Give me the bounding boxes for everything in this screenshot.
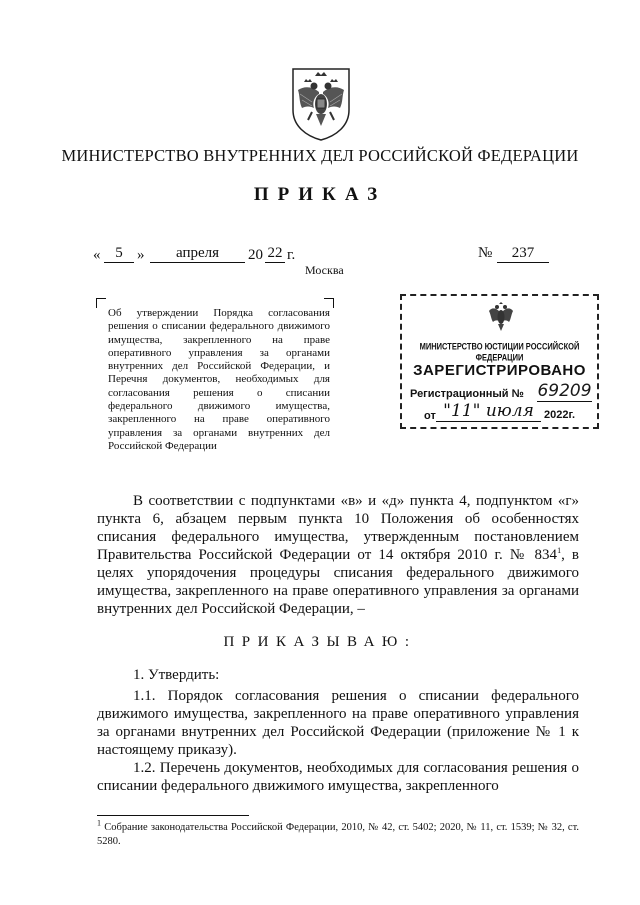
preamble-text-a: В соответствии с подпунктами «в» и «д» пункта 4, подпунктом «г» пункта 6, абзацем первым пункта 10 Положения об особенностях списания федерального имущества, утвержденным постановлением Правительства Российской Федерации от 14 октября 2010 г. № 834 <box>97 493 579 563</box>
item-1-2-text: 1.2. Перечень документов, необходимых для согласования решения о списании федерального движимого имущества, закрепленного <box>97 760 579 794</box>
item-1 <box>97 666 579 684</box>
date-year-suffix: 22 <box>265 245 285 263</box>
preamble-paragraph <box>97 492 579 618</box>
item-1-2 <box>97 759 579 795</box>
ministry-title: МИНИСТЕРСТВО ВНУТРЕННИХ ДЕЛ РОССИЙСКОЙ ФЕДЕРАЦИИ <box>61 146 579 165</box>
stamp-handwritten-date: "11" июля <box>436 401 541 422</box>
stamp-emblem-icon <box>488 302 514 332</box>
stamp-registration-number: 69209 <box>537 381 592 401</box>
stamp-organization: МИНИСТЕРСТВО ЮСТИЦИИ РОССИЙСКОЙ ФЕДЕРАЦИИ <box>419 341 580 363</box>
date-year-g: г. <box>287 247 296 263</box>
item-1-text: 1. Утвердить: <box>133 667 220 683</box>
stamp-title: ЗАРЕГИСТРИРОВАНО <box>413 362 586 379</box>
stamp-year: 2022г. <box>544 409 576 421</box>
footnote-divider <box>97 815 249 816</box>
registration-stamp <box>400 294 599 429</box>
decree-heading: ПРИКАЗЫВАЮ: <box>223 634 417 650</box>
footnote-text: Собрание законодательства Российской Федерации, 2010, № 42, ст. 5402; 2020, № 11, ст. 1539; № 32, ст. 5280. <box>97 822 580 847</box>
subject-bracket-left <box>96 298 106 308</box>
coat-of-arms-emblem <box>290 66 352 142</box>
document-type-heading: ПРИКАЗ <box>253 184 387 205</box>
item-1-1 <box>97 687 579 759</box>
date-month: апреля <box>150 245 245 263</box>
footnote-ref: 1 <box>557 546 562 555</box>
footnote-marker: 1 <box>97 818 101 828</box>
footnote <box>97 818 580 849</box>
order-number-sign: № <box>478 245 493 261</box>
stamp-from-label: от <box>424 410 436 422</box>
stamp-registration-label: Регистрационный № <box>410 388 524 400</box>
city-label: Москва <box>305 263 344 277</box>
date-day: 5 <box>104 245 134 263</box>
date-year-prefix: 20 <box>248 247 263 263</box>
date-open-quote: « <box>93 247 101 263</box>
preamble-text-b: , в целях упорядочения процедуры списания федерального движимого имущества, закрепленного на праве оперативного управления за органами внутренних дел Российской Федерации, – <box>97 547 579 617</box>
date-close-quote: » <box>137 247 145 263</box>
item-1-1-text: 1.1. Порядок согласования решения о списании федерального движимого имущества, закрепленного на праве оперативного управления за органами внутренних дел Российской Федерации (приложение № 1 к настоящему приказу). <box>97 688 579 758</box>
order-subject: Об утверждении Порядка согласования решения о списании федерального движимого имущества, закрепленного на праве оперативного управления за органами внутренних дел Российской Федерации, и Перечня документов, необходимых для согласования решения о списании федерального движимого имущества, закрепленного на праве оперативного управления за органами внутренних дел Российской Федерации <box>108 307 330 452</box>
order-number: 237 <box>497 245 549 263</box>
